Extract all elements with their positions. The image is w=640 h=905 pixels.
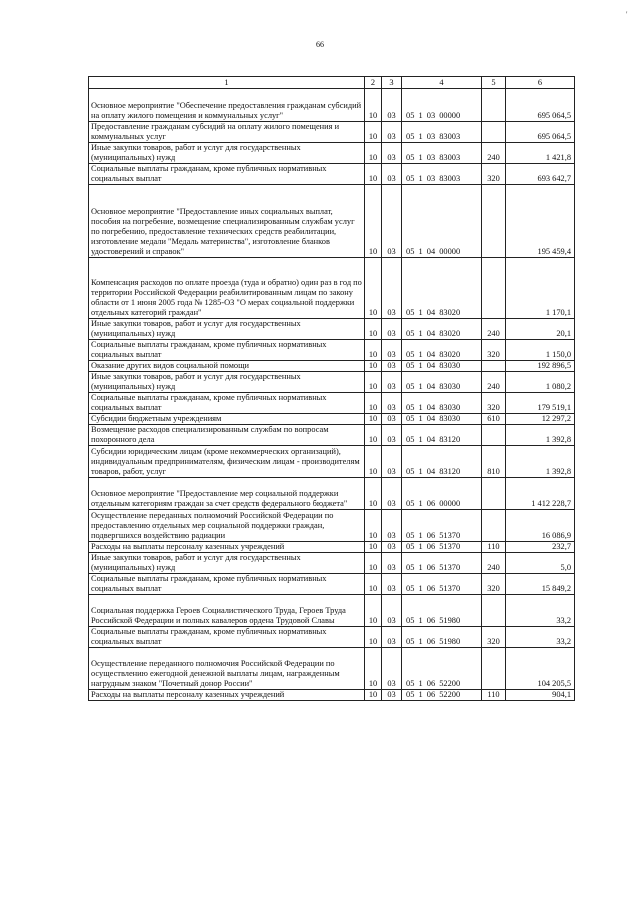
expense-type-code bbox=[482, 478, 506, 510]
expense-type-code: 320 bbox=[482, 393, 506, 414]
expense-type-code bbox=[482, 510, 506, 542]
expense-type-code: 240 bbox=[482, 319, 506, 340]
table-row bbox=[89, 372, 575, 393]
row-name: Основное мероприятие "Предоставление иных социальных выплат, пособия на погребение, возмещение специализированным службам услуг по погребению, предоставление технических средств реабилитации, изготовление медали "Медаль материнства", изготовление бланков удостоверений и справок" bbox=[89, 185, 365, 258]
amount: 232,7 bbox=[506, 542, 575, 553]
target-article-code: 05 1 06 51980 bbox=[402, 595, 482, 627]
podrazdel-code: 03 bbox=[382, 478, 402, 510]
razdel-code: 10 bbox=[365, 122, 382, 143]
amount: 1 412 228,7 bbox=[506, 478, 575, 510]
target-article-code: 05 1 06 51980 bbox=[402, 627, 482, 648]
razdel-code: 10 bbox=[365, 185, 382, 258]
amount: 16 086,9 bbox=[506, 510, 575, 542]
expense-type-code: 240 bbox=[482, 143, 506, 164]
table-row bbox=[89, 690, 575, 701]
table-row bbox=[89, 510, 575, 542]
razdel-code: 10 bbox=[365, 89, 382, 122]
row-name: Осуществление переданного полномочия Российской Федерации по осуществлению ежегодной денежной выплаты лицам, награжденным нагрудным знаком "Почетный донор России" bbox=[89, 648, 365, 690]
table-row bbox=[89, 393, 575, 414]
table-row bbox=[89, 553, 575, 574]
razdel-code: 10 bbox=[365, 648, 382, 690]
amount: 695 064,5 bbox=[506, 89, 575, 122]
podrazdel-code: 03 bbox=[382, 122, 402, 143]
amount: 12 297,2 bbox=[506, 414, 575, 425]
podrazdel-code: 03 bbox=[382, 595, 402, 627]
podrazdel-code: 03 bbox=[382, 372, 402, 393]
razdel-code: 10 bbox=[365, 258, 382, 319]
amount: 192 896,5 bbox=[506, 361, 575, 372]
razdel-code: 10 bbox=[365, 627, 382, 648]
row-name: Социальные выплаты гражданам, кроме публичных нормативных социальных выплат bbox=[89, 393, 365, 414]
razdel-code: 10 bbox=[365, 340, 382, 361]
expense-type-code: 320 bbox=[482, 340, 506, 361]
amount: 904,1 bbox=[506, 690, 575, 701]
amount: 20,1 bbox=[506, 319, 575, 340]
target-article-code: 05 1 04 83030 bbox=[402, 361, 482, 372]
amount: 1 080,2 bbox=[506, 372, 575, 393]
target-article-code: 05 1 04 83020 bbox=[402, 319, 482, 340]
podrazdel-code: 03 bbox=[382, 258, 402, 319]
row-name: Субсидии юридическим лицам (кроме некоммерческих организаций), индивидуальным предпринимателям, физическим лицам - производителям товаров, работ, услуг bbox=[89, 446, 365, 478]
razdel-code: 10 bbox=[365, 414, 382, 425]
amount: 33,2 bbox=[506, 595, 575, 627]
razdel-code: 10 bbox=[365, 574, 382, 595]
expense-type-code: 110 bbox=[482, 690, 506, 701]
row-name: Иные закупки товаров, работ и услуг для государственных (муниципальных) нужд bbox=[89, 319, 365, 340]
amount: 1 170,1 bbox=[506, 258, 575, 319]
page-number: 66 bbox=[316, 40, 324, 49]
expense-type-code: 320 bbox=[482, 574, 506, 595]
razdel-code: 10 bbox=[365, 553, 382, 574]
table-row bbox=[89, 648, 575, 690]
razdel-code: 10 bbox=[365, 319, 382, 340]
header-col-4: 4 bbox=[402, 77, 482, 89]
table-row bbox=[89, 627, 575, 648]
podrazdel-code: 03 bbox=[382, 143, 402, 164]
podrazdel-code: 03 bbox=[382, 89, 402, 122]
amount: 695 064,5 bbox=[506, 122, 575, 143]
expense-type-code: 240 bbox=[482, 553, 506, 574]
expense-type-code bbox=[482, 122, 506, 143]
row-name: Социальные выплаты гражданам, кроме публичных нормативных социальных выплат bbox=[89, 340, 365, 361]
target-article-code: 05 1 03 83003 bbox=[402, 143, 482, 164]
row-name: Иные закупки товаров, работ и услуг для государственных (муниципальных) нужд bbox=[89, 553, 365, 574]
row-name: Оказание других видов социальной помощи bbox=[89, 361, 365, 372]
amount: 1 392,8 bbox=[506, 446, 575, 478]
row-name: Иные закупки товаров, работ и услуг для государственных (муниципальных) нужд bbox=[89, 143, 365, 164]
table-row bbox=[89, 89, 575, 122]
podrazdel-code: 03 bbox=[382, 393, 402, 414]
table-row bbox=[89, 143, 575, 164]
header-col-1: 1 bbox=[89, 77, 365, 89]
amount: 15 849,2 bbox=[506, 574, 575, 595]
row-name: Субсидии бюджетным учреждениям bbox=[89, 414, 365, 425]
table-row bbox=[89, 361, 575, 372]
podrazdel-code: 03 bbox=[382, 425, 402, 446]
target-article-code: 05 1 04 83020 bbox=[402, 258, 482, 319]
target-article-code: 05 1 06 00000 bbox=[402, 478, 482, 510]
podrazdel-code: 03 bbox=[382, 164, 402, 185]
podrazdel-code: 03 bbox=[382, 185, 402, 258]
razdel-code: 10 bbox=[365, 164, 382, 185]
expense-type-code: 610 bbox=[482, 414, 506, 425]
podrazdel-code: 03 bbox=[382, 414, 402, 425]
table-row bbox=[89, 595, 575, 627]
amount: 693 642,7 bbox=[506, 164, 575, 185]
target-article-code: 05 1 04 83030 bbox=[402, 393, 482, 414]
table-row bbox=[89, 122, 575, 143]
podrazdel-code: 03 bbox=[382, 542, 402, 553]
target-article-code: 05 1 04 83120 bbox=[402, 446, 482, 478]
corner-mark: ' bbox=[626, 10, 628, 19]
razdel-code: 10 bbox=[365, 393, 382, 414]
row-name: Осуществление переданных полномочий Российской Федерации по предоставлению отдельных мер социальной поддержки граждан, подвергшихся воздействию радиации bbox=[89, 510, 365, 542]
podrazdel-code: 03 bbox=[382, 319, 402, 340]
row-name: Возмещение расходов специализированным службам по вопросам похоронного дела bbox=[89, 425, 365, 446]
podrazdel-code: 03 bbox=[382, 648, 402, 690]
table-row bbox=[89, 185, 575, 258]
expense-type-code: 320 bbox=[482, 627, 506, 648]
row-name: Социальные выплаты гражданам, кроме публичных нормативных социальных выплат bbox=[89, 574, 365, 595]
target-article-code: 05 1 04 83030 bbox=[402, 414, 482, 425]
podrazdel-code: 03 bbox=[382, 446, 402, 478]
amount: 104 205,5 bbox=[506, 648, 575, 690]
table-row bbox=[89, 478, 575, 510]
target-article-code: 05 1 06 51370 bbox=[402, 542, 482, 553]
razdel-code: 10 bbox=[365, 595, 382, 627]
row-name: Социальные выплаты гражданам, кроме публичных нормативных социальных выплат bbox=[89, 164, 365, 185]
expense-type-code bbox=[482, 89, 506, 122]
target-article-code: 05 1 04 00000 bbox=[402, 185, 482, 258]
target-article-code: 05 1 03 83003 bbox=[402, 164, 482, 185]
row-name: Иные закупки товаров, работ и услуг для государственных (муниципальных) нужд bbox=[89, 372, 365, 393]
expense-type-code: 810 bbox=[482, 446, 506, 478]
expense-type-code bbox=[482, 648, 506, 690]
podrazdel-code: 03 bbox=[382, 690, 402, 701]
amount: 5,0 bbox=[506, 553, 575, 574]
amount: 179 519,1 bbox=[506, 393, 575, 414]
expense-type-code bbox=[482, 185, 506, 258]
target-article-code: 05 1 06 51370 bbox=[402, 553, 482, 574]
row-name: Основное мероприятие "Обеспечение предоставления гражданам субсидий на оплату жилого помещения и коммунальных услуг" bbox=[89, 89, 365, 122]
target-article-code: 05 1 03 83003 bbox=[402, 122, 482, 143]
razdel-code: 10 bbox=[365, 690, 382, 701]
razdel-code: 10 bbox=[365, 361, 382, 372]
row-name: Социальная поддержка Героев Социалистического Труда, Героев Труда Российской Федерации и полных кавалеров ордена Трудовой Славы bbox=[89, 595, 365, 627]
table-row bbox=[89, 542, 575, 553]
razdel-code: 10 bbox=[365, 372, 382, 393]
razdel-code: 10 bbox=[365, 425, 382, 446]
budget-table bbox=[88, 76, 575, 701]
amount: 33,2 bbox=[506, 627, 575, 648]
expense-type-code: 110 bbox=[482, 542, 506, 553]
amount: 1 150,0 bbox=[506, 340, 575, 361]
row-name: Расходы на выплаты персоналу казенных учреждений bbox=[89, 690, 365, 701]
target-article-code: 05 1 03 00000 bbox=[402, 89, 482, 122]
razdel-code: 10 bbox=[365, 143, 382, 164]
row-name: Основное мероприятие "Предоставление мер социальной поддержки отдельным категориям граждан за счет средств федерального бюджета" bbox=[89, 478, 365, 510]
row-name: Социальные выплаты гражданам, кроме публичных нормативных социальных выплат bbox=[89, 627, 365, 648]
amount: 1 421,8 bbox=[506, 143, 575, 164]
razdel-code: 10 bbox=[365, 510, 382, 542]
table-body bbox=[89, 89, 575, 701]
amount: 195 459,4 bbox=[506, 185, 575, 258]
target-article-code: 05 1 06 52200 bbox=[402, 648, 482, 690]
razdel-code: 10 bbox=[365, 542, 382, 553]
expense-type-code bbox=[482, 595, 506, 627]
table-row bbox=[89, 574, 575, 595]
expense-type-code bbox=[482, 361, 506, 372]
table-row bbox=[89, 414, 575, 425]
table-row bbox=[89, 258, 575, 319]
podrazdel-code: 03 bbox=[382, 340, 402, 361]
expense-type-code: 240 bbox=[482, 372, 506, 393]
expense-type-code bbox=[482, 258, 506, 319]
podrazdel-code: 03 bbox=[382, 574, 402, 595]
razdel-code: 10 bbox=[365, 446, 382, 478]
podrazdel-code: 03 bbox=[382, 510, 402, 542]
expense-type-code: 320 bbox=[482, 164, 506, 185]
table-row bbox=[89, 319, 575, 340]
podrazdel-code: 03 bbox=[382, 627, 402, 648]
table-row bbox=[89, 340, 575, 361]
row-name: Расходы на выплаты персоналу казенных учреждений bbox=[89, 542, 365, 553]
table-row bbox=[89, 425, 575, 446]
target-article-code: 05 1 06 51370 bbox=[402, 510, 482, 542]
podrazdel-code: 03 bbox=[382, 553, 402, 574]
expense-type-code bbox=[482, 425, 506, 446]
row-name: Предоставление гражданам субсидий на оплату жилого помещения и коммунальных услуг bbox=[89, 122, 365, 143]
target-article-code: 05 1 06 51370 bbox=[402, 574, 482, 595]
header-row bbox=[89, 77, 575, 89]
amount: 1 392,8 bbox=[506, 425, 575, 446]
table-row bbox=[89, 446, 575, 478]
header-col-3: 3 bbox=[382, 77, 402, 89]
table-row bbox=[89, 164, 575, 185]
header-col-5: 5 bbox=[482, 77, 506, 89]
podrazdel-code: 03 bbox=[382, 361, 402, 372]
row-name: Компенсация расходов по оплате проезда (туда и обратно) один раз в год по территории Российской Федерации реабилитированным лицам по закону области от 1 июня 2005 года № 1285-ОЗ "О мерах социальной поддержки отдельных категорий граждан" bbox=[89, 258, 365, 319]
header-col-2: 2 bbox=[365, 77, 382, 89]
target-article-code: 05 1 06 52200 bbox=[402, 690, 482, 701]
razdel-code: 10 bbox=[365, 478, 382, 510]
target-article-code: 05 1 04 83020 bbox=[402, 340, 482, 361]
header-col-6: 6 bbox=[506, 77, 575, 89]
target-article-code: 05 1 04 83030 bbox=[402, 372, 482, 393]
target-article-code: 05 1 04 83120 bbox=[402, 425, 482, 446]
